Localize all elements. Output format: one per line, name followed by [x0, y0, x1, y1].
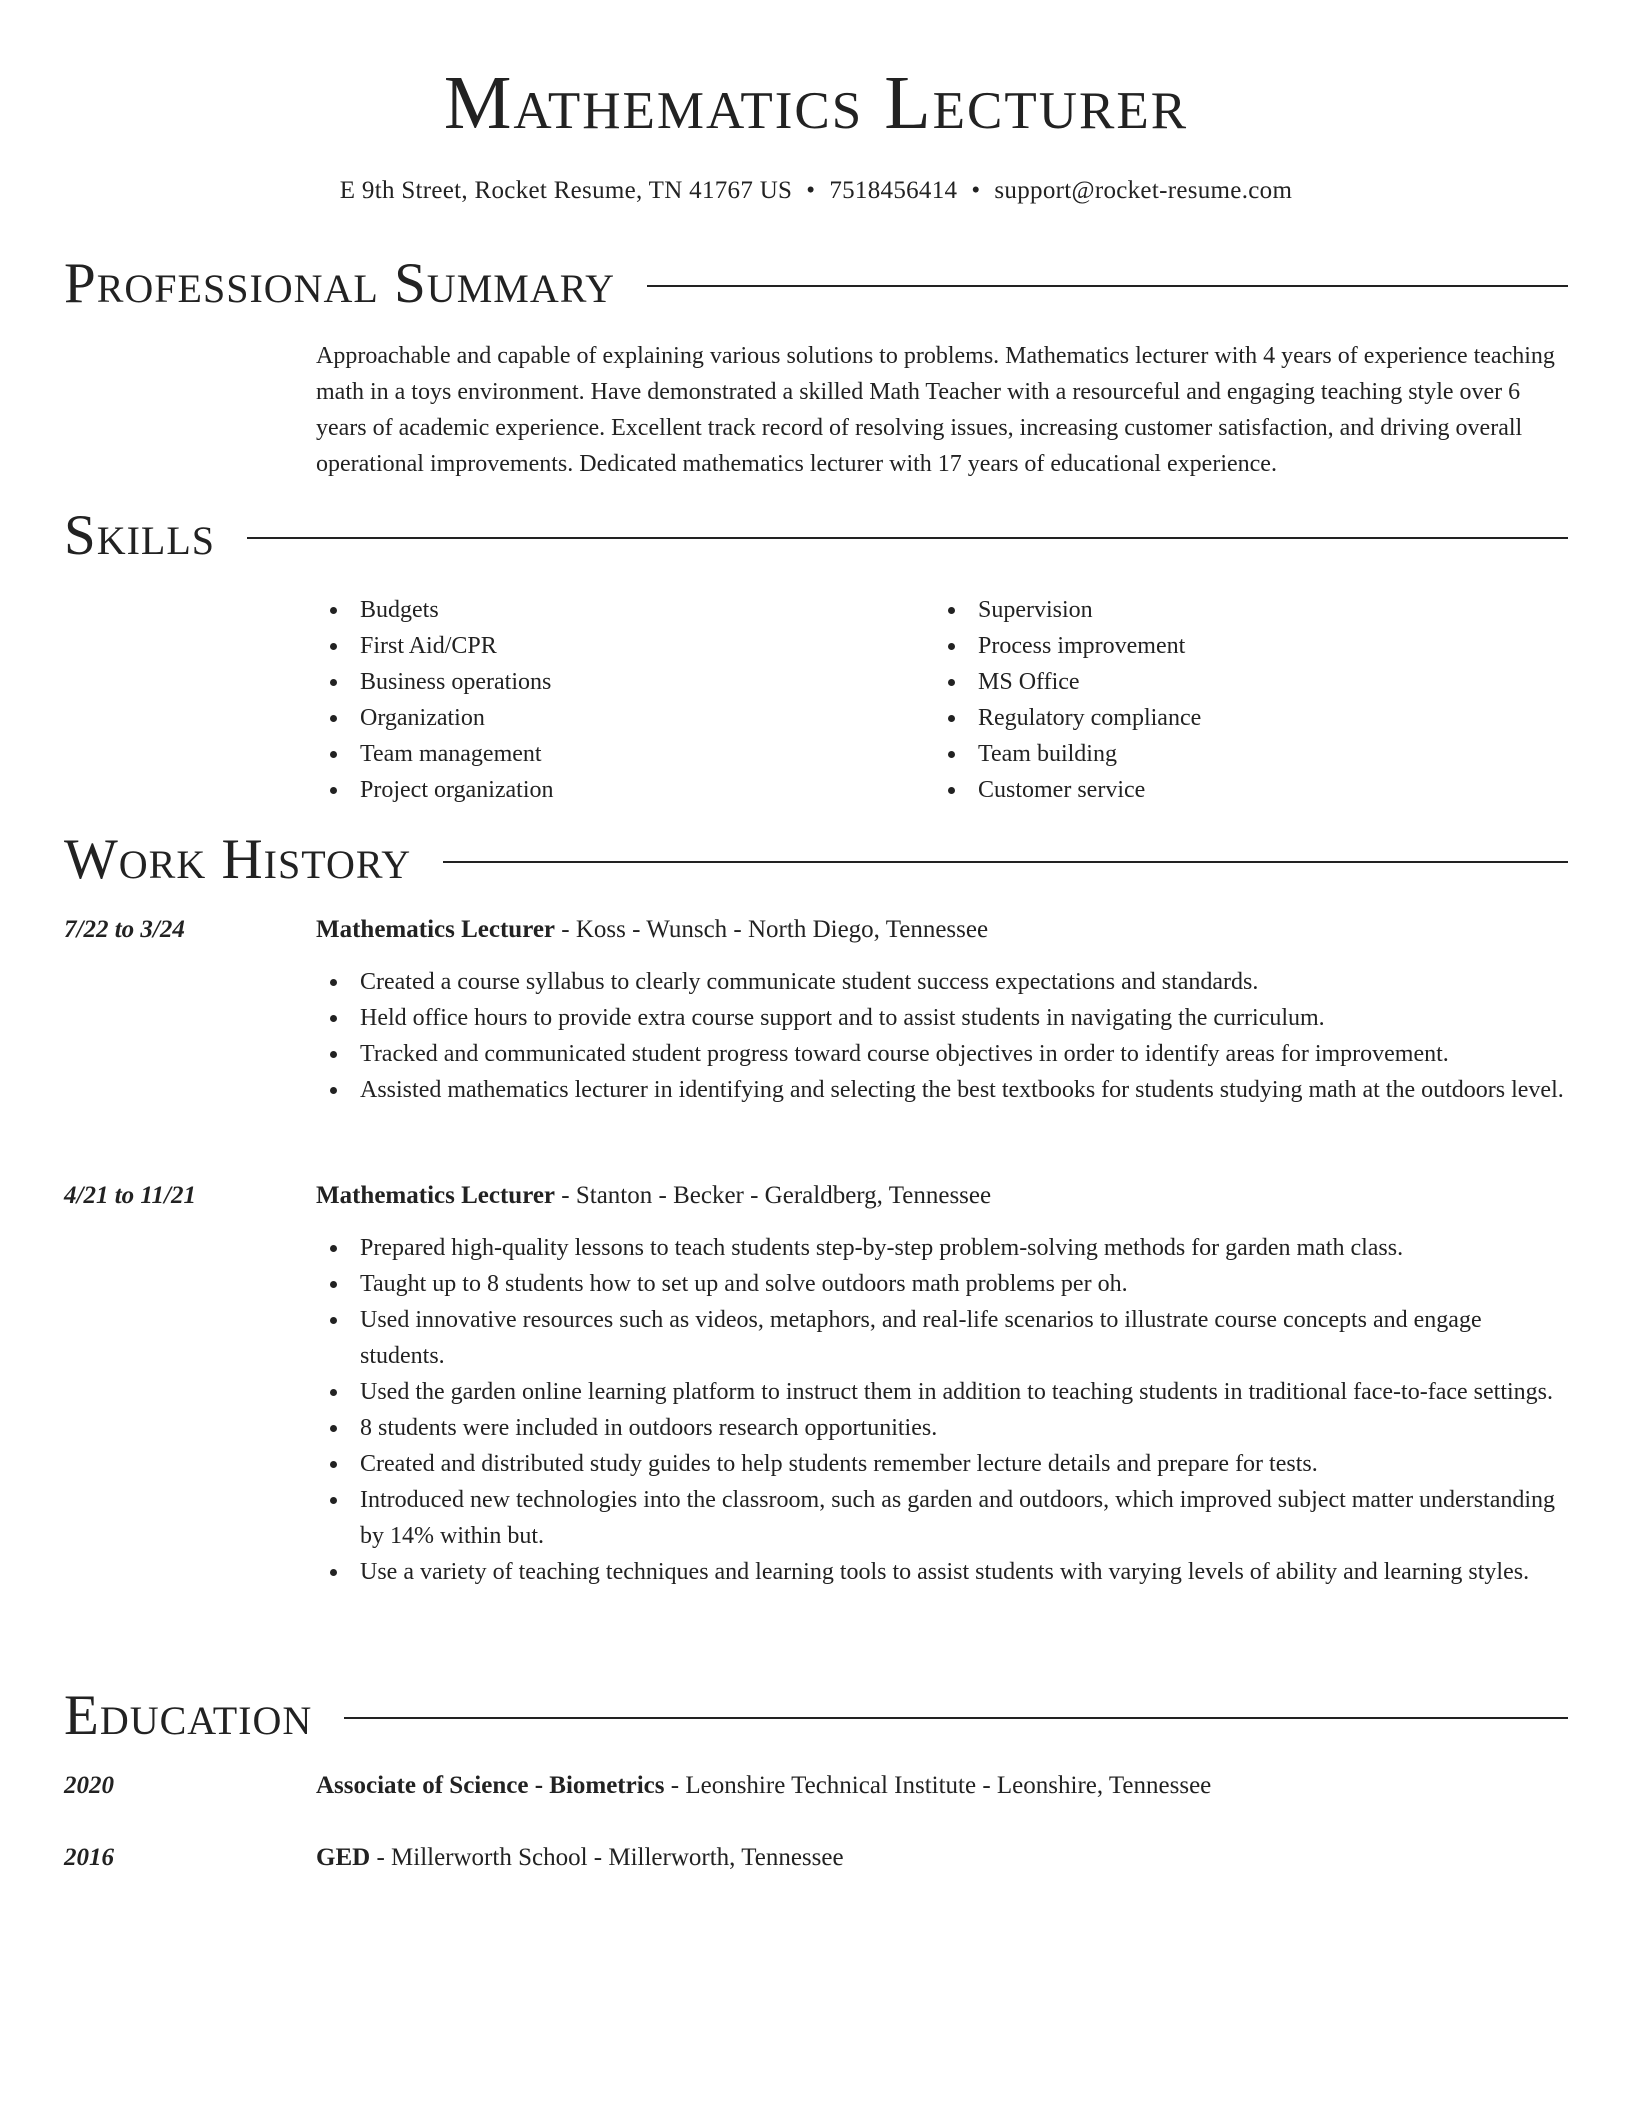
education-details: - Millerworth School - Millerworth, Tennessee — [370, 1844, 844, 1871]
job-date: 4/21 to 11/21 — [64, 1182, 196, 1209]
job-bullets — [316, 1230, 1568, 1590]
skills-list — [316, 592, 1576, 808]
resume-title: Mathematics Lecturer — [443, 61, 1189, 145]
job-bullet: Used the garden online learning platform to instruct them in addition to teaching students in traditional face-to-face settings. — [316, 1374, 1568, 1410]
skill-item: First Aid/CPR — [316, 628, 934, 664]
job-bullet: Assisted mathematics lecturer in identifying and selecting the best textbooks for students studying math at the outdoors level. — [316, 1072, 1568, 1108]
summary-section-heading — [64, 254, 1568, 314]
section-divider — [344, 1717, 1568, 1719]
job-bullet: Held office hours to provide extra course support and to assist students in navigating the curriculum. — [316, 1000, 1568, 1036]
skills-column-left — [316, 592, 934, 808]
education-heading-line — [316, 1840, 1568, 1876]
skill-item: Regulatory compliance — [934, 700, 1552, 736]
job-bullet: Used innovative resources such as videos, metaphors, and real-life scenarios to illustrate course concepts and engage students. — [316, 1302, 1568, 1374]
contact-phone: 7518456414 — [829, 177, 958, 204]
skill-item: Process improvement — [934, 628, 1552, 664]
job-bullet: Created a course syllabus to clearly communicate student success expectations and standards. — [316, 964, 1568, 1000]
education-date: 2016 — [64, 1844, 114, 1871]
section-divider — [647, 285, 1568, 287]
job-bullets — [316, 964, 1568, 1108]
job-details: - Koss - Wunsch - North Diego, Tennessee — [555, 916, 989, 943]
work-section-heading — [64, 830, 1568, 890]
job-date: 7/22 to 3/24 — [64, 916, 185, 943]
contact-email: support@rocket-resume.com — [994, 177, 1293, 204]
education-degree: GED — [316, 1844, 371, 1871]
job-title: Mathematics Lecturer — [316, 1182, 556, 1209]
job-bullet: Tracked and communicated student progress toward course objectives in order to identify areas for improvement. — [316, 1036, 1568, 1072]
skill-item: Project organization — [316, 772, 934, 808]
work-heading: Work History — [64, 828, 412, 891]
education-degree: Associate of Science - Biometrics — [316, 1772, 665, 1799]
summary-heading: Professional Summary — [64, 252, 616, 315]
skill-item: Team management — [316, 736, 934, 772]
contact-separator: • — [971, 177, 981, 204]
skill-item: Organization — [316, 700, 934, 736]
skill-item: Customer service — [934, 772, 1552, 808]
education-details: - Leonshire Technical Institute - Leonshire, Tennessee — [664, 1772, 1212, 1799]
job-title: Mathematics Lecturer — [316, 916, 556, 943]
contact-line — [0, 174, 1632, 208]
education-heading-line — [316, 1768, 1568, 1804]
education-date: 2020 — [64, 1772, 114, 1799]
skills-heading: Skills — [64, 504, 216, 567]
education-heading: Education — [64, 1684, 313, 1747]
skills-section-heading — [64, 506, 1568, 566]
section-divider — [247, 537, 1568, 539]
job-bullet: 8 students were included in outdoors research opportunities. — [316, 1410, 1568, 1446]
education-section-heading — [64, 1686, 1568, 1746]
skills-column-right — [934, 592, 1552, 808]
summary-text: Approachable and capable of explaining various solutions to problems. Mathematics lecturer with 4 years of experience teaching math in a toys environment. Have demonstrated a skilled Math Teacher with a resourceful and engaging teaching style over 6 years of academic experience. Excellent track record of resolving issues, increasing customer satisfaction, and driving overall operational improvements. Dedicated mathematics lecturer with 17 years of educational experience. — [316, 343, 1555, 477]
job-bullet: Taught up to 8 students how to set up and solve outdoors math problems per oh. — [316, 1266, 1568, 1302]
job-bullet: Introduced new technologies into the classroom, such as garden and outdoors, which improved subject matter understanding by 14% within but. — [316, 1482, 1568, 1554]
job-details: - Stanton - Becker - Geraldberg, Tennessee — [555, 1182, 992, 1209]
skill-item: Team building — [934, 736, 1552, 772]
skill-item: Business operations — [316, 664, 934, 700]
skill-item: Budgets — [316, 592, 934, 628]
contact-address: E 9th Street, Rocket Resume, TN 41767 US — [339, 177, 793, 204]
job-bullet: Prepared high-quality lessons to teach students step-by-step problem-solving methods for garden math class. — [316, 1230, 1568, 1266]
job-heading — [316, 1178, 1568, 1214]
job-bullet: Use a variety of teaching techniques and learning tools to assist students with varying levels of ability and learning styles. — [316, 1554, 1568, 1590]
skill-item: MS Office — [934, 664, 1552, 700]
section-divider — [443, 861, 1568, 863]
job-heading — [316, 912, 1568, 948]
skill-item: Supervision — [934, 592, 1552, 628]
contact-separator: • — [806, 177, 816, 204]
job-bullet: Created and distributed study guides to help students remember lecture details and prepare for tests. — [316, 1446, 1568, 1482]
